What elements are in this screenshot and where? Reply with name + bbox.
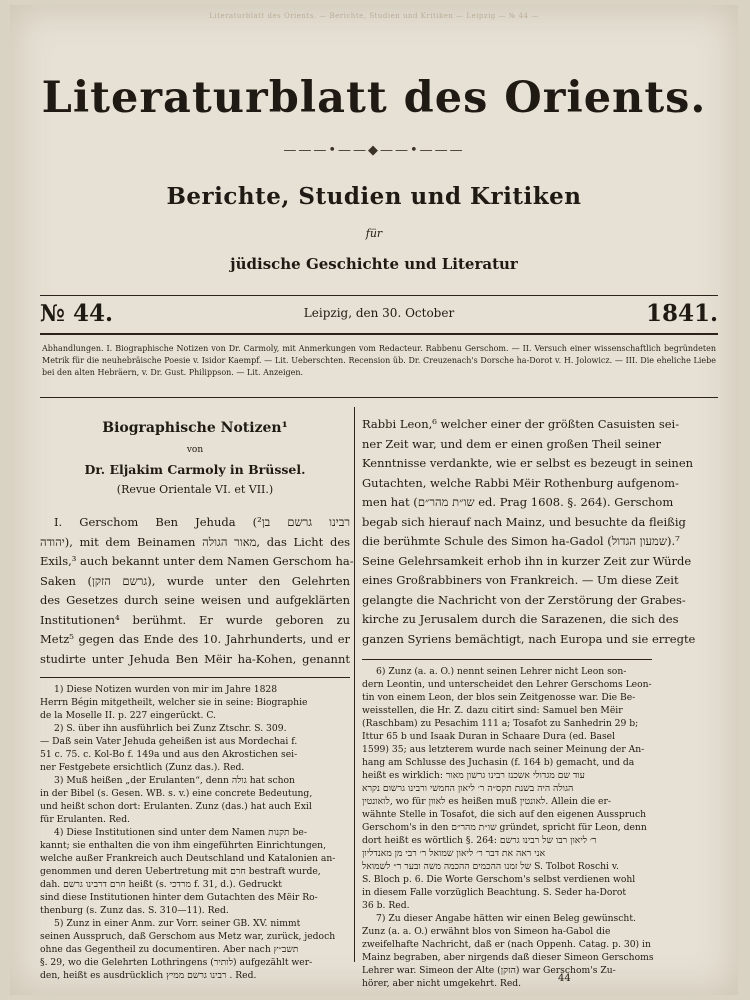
body-line: Kenntnisse verdankte, wie er selbst es bezeugt in seinen (362, 456, 694, 470)
footnote-line: dort heißt es wörtlich §. 264: ר׳ ליאון רבו של רבינו גרשם (362, 835, 597, 846)
footnote-line: הגולה היה בשנת תקס״ה ר׳ ליאון החמשי ורבינו גרשום נקרא (362, 783, 574, 794)
footnote-line: Lehrer war. Simeon der Alte (הזקן) war Gerschom's Zu- (362, 965, 616, 976)
page-number: 44 (558, 973, 571, 984)
body-line: eines Großrabbiners von Frankreich. — Um diese Zeit (362, 573, 679, 587)
footnote-line: Gerschom's in den שו״ת מהר״ם gründet, spricht für Leon, denn (362, 822, 647, 833)
footnote-line: 6) Zunz (a. a. O.) nennt seinen Lehrer nicht Leon son- (376, 666, 627, 677)
footnote-line: 1599) 35; aus letzterem wurde nach seiner Meinung der An- (362, 744, 645, 755)
footnote-line: S. Bloch p. 6. Die Worte Gerschom's selbst verdienen wohl (362, 874, 636, 885)
body-line: kirche zu Jerusalem durch die Sarazenen, die sich des (362, 612, 679, 626)
body-line: Metz⁵ gegen das Ende des 10. Jahrhunderts, und er (40, 632, 350, 646)
body-line: studirte unter Jehuda Ben Mëir ha-Kohen, genannt (40, 651, 350, 666)
footnote-line: 51 c. 75. c. Kol-Bo f. 149a und aus den Akrostichen sei- (40, 749, 298, 760)
article-source: (Revue Orientale VI. et VII.) (116, 482, 274, 496)
footnote-line: seinen Ausspruch, daß Gerschom aus Metz war, zurück, jedoch (40, 931, 336, 942)
footnote-line: Mainz begraben, aber nirgends daß dieser Simeon Gerschoms (362, 952, 654, 963)
footnote-line: in diesem Falle vorzüglich Beachtung. S. Seder ha-Dorot (362, 887, 627, 898)
masthead-ornament: ———•——◆——•——— (283, 143, 465, 158)
footnote-line: dah. חרם דרבינו גרשם heißt (s. מרדכי f. 31, d.). Gedruckt (40, 879, 282, 890)
body-line: des Gesetzes durch seine weisen und aufgeklärten (40, 593, 350, 607)
footnote-line: welche außer Frankreich auch Deutschland und Katalonien an- (40, 853, 336, 864)
masthead-title: Literaturblatt des Orients. (41, 73, 707, 123)
issue-rule (40, 333, 718, 335)
body-line: ganzen Syriens bemächtigt, nach Europa und sie erregte (362, 631, 696, 646)
footnote-line: אני ראה את דבר ר׳ ליאון שמואל ר׳ רבי מן מאנדליון (362, 848, 546, 859)
footnotes-left (40, 677, 350, 982)
masthead-subtitle: Berichte, Studien und Kritiken (166, 183, 582, 210)
body-line: begab sich hierauf nach Mainz, und besuchte da fleißig (362, 514, 686, 529)
issue-number: № 44. (40, 300, 114, 327)
body-line: Saken (גרשם הזקן), wurde unter den Gelehrten (40, 573, 351, 588)
footnote-line: ner Festgebete ersichtlich (Zunz das.). Red. (40, 762, 245, 773)
body-line: die berühmte Schule des Simon ha-Gadol (שמעון הגדול).⁷ (362, 534, 680, 548)
column-divider (354, 407, 355, 962)
footnote-line: den, heißt es ausdrücklich רבינו גרשם ממיץ . Red. (40, 970, 257, 981)
body-line: ner Zeit war, und dem er einen großen Theil seiner (362, 436, 661, 451)
body-line: gelangte die Nachricht von der Zerstörung der Grabes- (362, 592, 686, 607)
footnote-line: hörer, aber nicht umgekehrt. Red. (362, 978, 522, 989)
footnote-line: 7) Zu dieser Angabe hätten wir einen Beleg gewünscht. (376, 913, 636, 924)
footnote-line: und heißt schon dort: Erulanten. Zunz (das.) hat auch Exil (40, 801, 312, 812)
footnote-line: לואונטין, wo für לאוון es heißen muß לאונטין. Allein die er- (362, 796, 611, 807)
footnote-line: (Raschbam) zu Pesachim 111 a; Tosafot zu Sanhedrin 29 b; (362, 718, 639, 729)
footnote-line: — Daß sein Vater Jehuda geheißen ist aus Mordechai f. (40, 736, 298, 747)
footnote-line: hang am Schlusse des Juchasin (f. 164 b) gemacht, und da (362, 757, 635, 768)
masthead-subject: jüdische Geschichte und Literatur (230, 255, 518, 273)
top-rule (40, 295, 718, 296)
footnote-line: weisstellen, die Hr. Z. dazu citirt sind: Samuel ben Mëir (362, 705, 623, 716)
footnote-line: tin von einem Leon, der blos sein Zeitgenosse war. Die Be- (362, 692, 636, 703)
footnote-line: Herrn Bégin mitgetheilt, welcher sie in seine: Biographie (40, 697, 308, 708)
footnotes-right (362, 659, 652, 990)
footnote-line: de la Moselle II. p. 227 eingerückt. C. (40, 710, 216, 721)
issue-line (40, 300, 718, 330)
article-von: von (186, 444, 204, 455)
footnote-line: sind diese Institutionen hinter dem Gutachten des Mëir Ro- (40, 892, 318, 903)
masthead-fuer: für (365, 227, 383, 240)
bleed-through-text: Literaturblatt des Orients. — Berichte, Studien und Kritiken — Leipzig — № 44 — (209, 12, 539, 20)
footnote-line: für Erulanten. Red. (40, 814, 131, 825)
footnote-line: kannt; sie enthalten die von ihm eingeführten Einrichtungen, (40, 840, 327, 851)
body-line: men hat (שו״ת מהר״ם ed. Prag 1608. §. 264). Gerschom (362, 495, 674, 509)
newspaper-page (10, 5, 738, 995)
body-line: Gutachten, welche Rabbi Mëir Rothenburg aufgenom- (362, 475, 679, 490)
footnote-line: wähnte Stelle in Tosafot, die sich auf den eigenen Ausspruch (362, 809, 647, 820)
toc-rule (40, 397, 718, 398)
footnote-line: §. 29, wo die Gelehrten Lothringens (לותיר) aufgezählt wer- (40, 957, 313, 968)
body-line: Institutionen⁴ berühmt. Er wurde geboren zu (40, 612, 350, 627)
footnote-line: 5) Zunz in einer Anm. zur Vorr. seiner GB. XV. nimmt (54, 918, 301, 929)
footnote-line: 36 b. Red. (362, 900, 410, 911)
footnote-line: in der Bibel (s. Gesen. WB. s. v.) eine concrete Bedeutung, (40, 788, 313, 799)
footnote-line: 2) S. über ihn ausführlich bei Zunz Ztschr. S. 309. (54, 723, 287, 734)
body-line: Rabbi Leon,⁶ welcher einer der größten Casuisten sei- (362, 417, 680, 431)
footnote-line: 3) Muß heißen „der Erulanten“, denn גולה hat schon (54, 775, 295, 786)
footnote-line: ohne das Gegentheil zu documentiren. Aber nach תשב״ץ (40, 944, 299, 955)
body-line: Exils,³ auch bekannt unter dem Namen Gerschom ha- (40, 554, 354, 568)
footnote-line: Ittur 65 b und Isaak Duran in Schaare Dura (ed. Basel (362, 731, 616, 742)
table-of-contents: Abhandlungen. I. Biographische Notizen von Dr. Carmoly, mit Anmerkungen vom Redacteur. Rabbenu Gerschom. — II. Versuch einer wissenschaftlich begründeten Metrik für die neuhebräische Poesie v. Isidor Kaempf. — Lit. Ueberschten. Recension üb. Dr. Creuzenach's Dorsche ha-Dorot v. H. Jolowicz. — III. Die eheliche Liebe bei den alten Hebräern, v. Dr. Gust. Philippson. — Lit. Anzeigen. (42, 344, 716, 377)
footnote-line: dern Leontin, und unterscheidet den Lehrer Gerschoms Leon- (362, 679, 652, 690)
footnote-line: heißt es wirklich: עוד שם מגדולי אשכנז רבינו גרשון מאור (362, 770, 585, 781)
issue-year: 1841. (645, 300, 718, 327)
body-line: יהודה), mit dem Beinamen מאור הגולה, das Licht des (40, 534, 351, 549)
footnote-line: 1) Diese Notizen wurden von mir im Jahre 1828 (54, 684, 278, 695)
footnote-line: Zunz (a. a. O.) erwähnt blos von Simeon ha-Gabol die (362, 926, 611, 937)
issue-date: Leipzig, den 30. October (303, 306, 455, 320)
footnote-line: thenburg (s. Zunz das. S. 310—11). Red. (40, 905, 229, 916)
footnote-line: של זמנו ההכמים ההכמה משה ובער ר״ לשמואל S. Tolbot Roschi v. (362, 861, 619, 872)
footnote-line: 4) Diese Institutionen sind unter dem Namen תקנות be- (54, 827, 307, 838)
article-title: Biographische Notizen¹ (102, 420, 288, 436)
right-column (362, 415, 696, 990)
footnote-line: genommen und deren Uebertretung mit חרם bestraft wurde, (40, 866, 321, 877)
body-line: I. Gerschom Ben Jehuda (רבינו גרשם בן² (54, 515, 351, 529)
footnote-line: zweifelhafte Nachricht, daß er (nach Oppenh. Catag. p. 30) in (362, 939, 651, 950)
body-line: Seine Gelehrsamkeit erhob ihn in kurzer Zeit zur Würde (362, 553, 692, 568)
article-author: Dr. Eljakim Carmoly in Brüssel. (84, 462, 306, 477)
left-column (40, 411, 354, 982)
